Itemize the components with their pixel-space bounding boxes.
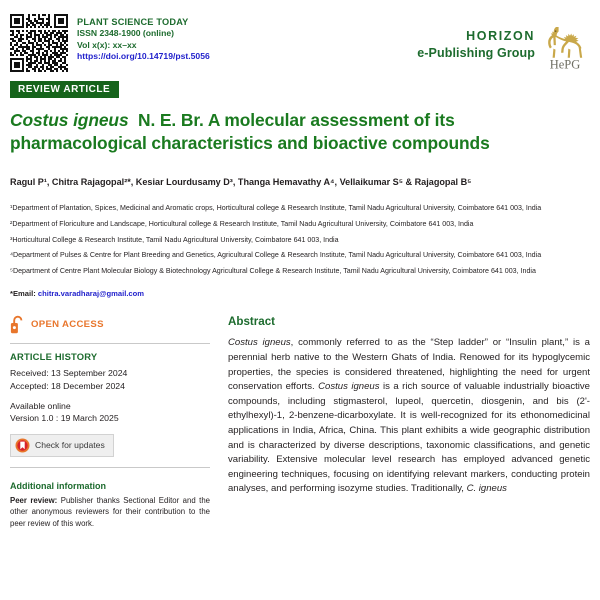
abstract-text	[228, 336, 590, 497]
masthead-left	[10, 14, 210, 72]
check-for-updates-button[interactable]	[10, 434, 114, 457]
status-badge: REVIEW ARTICLE	[10, 81, 119, 98]
email-address[interactable]: chitra.varadharaj@gmail.com	[37, 289, 145, 299]
affiliation-item: ⁴Department of Pulses & Centre for Plant Breeding and Genetics, Agricultural College & Research Institute, Tamil Nadu Agricultural University, Coimbatore 641 003, India	[10, 251, 542, 260]
svg-text:HePG: HePG	[549, 57, 581, 70]
publisher-line-2: e-Publishing Group	[417, 46, 535, 60]
winged-lion-icon	[542, 20, 588, 70]
divider	[10, 343, 210, 344]
accepted-date: Accepted: 18 December 2024	[10, 381, 125, 392]
additional-information	[10, 481, 210, 530]
additional-information-heading: Additional information	[10, 480, 106, 491]
article-history-heading: ARTICLE HISTORY	[10, 351, 98, 363]
peer-review-note	[10, 495, 210, 530]
received-date: Received: 13 September 2024	[10, 368, 128, 379]
masthead	[10, 0, 590, 72]
publisher-name	[417, 28, 535, 63]
divider	[10, 467, 210, 468]
available-online-label: Available online	[10, 400, 71, 411]
author-list: Ragul P¹, Chitra Rajagopal²*, Kesiar Lourdusamy D³, Thanga Hemavathy A⁴, Vellaikumar S⁵ & Rajagopal B⁵	[10, 177, 472, 188]
page-title	[10, 109, 590, 155]
journal-issn: ISSN 2348-1900 (online)	[77, 28, 174, 39]
affiliation-item: ²Department of Floriculture and Landscape, Horticultural college & Research Institute, Tamil Nadu Agricultural University, Coimbatore 641 003, India	[10, 219, 474, 228]
right-column	[228, 315, 590, 529]
crossmark-icon	[15, 438, 30, 453]
version-info: Version 1.0 : 19 March 2025	[10, 413, 119, 424]
affiliation-item: ³Horticultural College & Research Institute, Tamil Nadu Agricultural University, Coimbatore 641 003, India	[10, 235, 339, 244]
journal-volume: Vol x(x): xx–xx	[77, 39, 137, 50]
qr-code-icon	[10, 14, 68, 72]
peer-review-label: Peer review:	[10, 495, 58, 505]
doi-link[interactable]: https://doi.org/10.14719/pst.5056	[77, 51, 210, 62]
open-access-row	[10, 315, 210, 334]
journal-title: PLANT SCIENCE TODAY	[77, 17, 189, 27]
affiliation-item: ¹Department of Plantation, Spices, Medicinal and Aromatic crops, Horticultural college & Research Institute, Tamil Nadu Agricultural University, Coimbatore 641 003, India	[10, 204, 542, 213]
affiliation-list	[10, 203, 590, 276]
affiliation-item: ⁵Department of Centre Plant Molecular Biology & Biotechnology Agricultural College & Research Institute, Tamil Nadu Agricultural University, Coimbatore 641 003, India	[10, 266, 536, 275]
corresponding-email	[10, 289, 590, 298]
open-lock-icon	[10, 315, 25, 334]
publisher-logo-block	[417, 14, 590, 70]
publisher-line-1: HORIZON	[466, 28, 535, 43]
journal-info	[77, 14, 210, 63]
abstract-paragraph: Costus igneus, commonly referred to as the “Step ladder” or “Insulin plant,” is a perennial herb native to the Western Ghats of India. Renowed for its hypoglycemic properties, the species is considered threatened, highlighting the need for urgent conservation efforts. Costus igneus is a rich source of valuable industrially bioactive compounds, including stigmasterol, lupeol, quercetin, diosgenin, and bis (2'-ethylhexyl)-1, 2-benzene-dicarboxylate. It is well-recognized for its ethonomedicinal applications in India, Africa, China. This plant exhibits a wide geographic distribution and is characterized by diverse descriptions, taxonomic classifications, and genetic variability. Extensive molecular level research has employed advanced genetic engineering techniques, focusing on identifying relevant markers, conducting protein analyses, and performing isozyme studies. Traditionally, C. igneus	[228, 337, 590, 495]
abstract-heading: Abstract	[228, 315, 276, 329]
left-column	[10, 315, 210, 529]
title-species: Costus igneus	[10, 110, 129, 130]
check-for-updates-label: Check for updates	[35, 440, 105, 451]
lower-content	[10, 315, 590, 529]
email-label: *Email:	[10, 289, 36, 299]
title-rest: N. E. Br. A molecular assessment of its pharmacological characteristics and bioactive compounds	[10, 110, 490, 154]
peer-review-text: Publisher thanks Sectional Editor and the other anonymous reviewers for their contribution to the peer review of this work.	[10, 495, 211, 528]
open-access-label: OPEN ACCESS	[31, 319, 104, 331]
article-type-row	[10, 79, 590, 98]
